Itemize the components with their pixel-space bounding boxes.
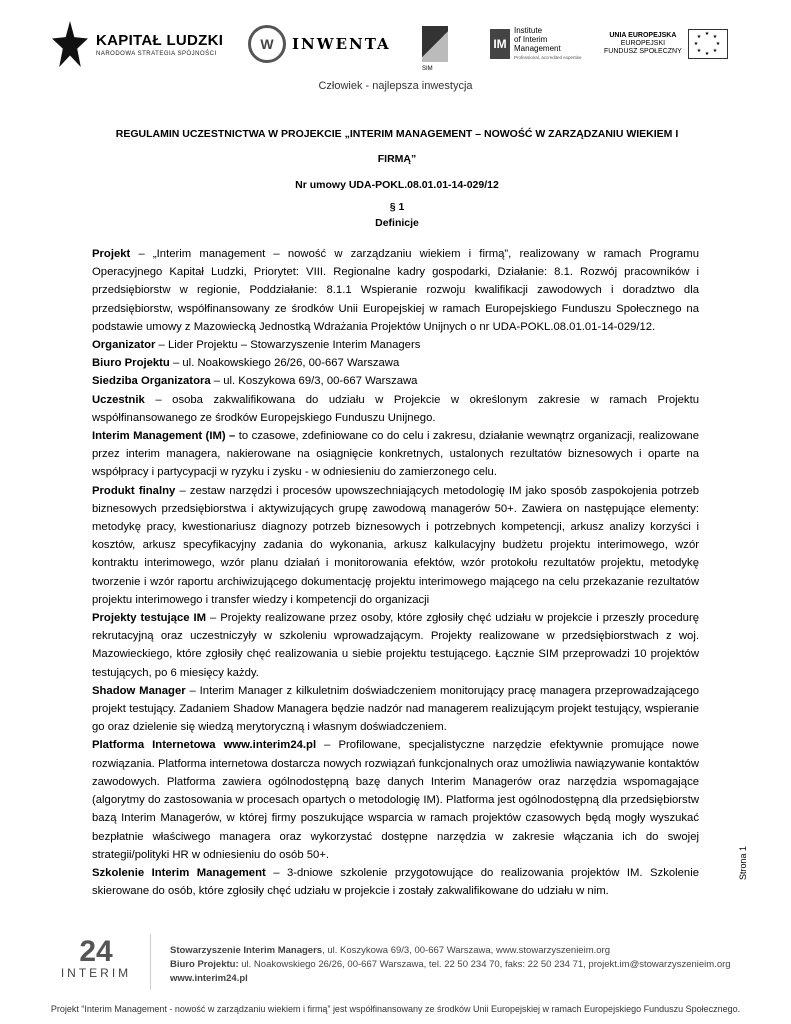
definition-text: – Lider Projektu – Stowarzyszenie Interim Managers <box>155 339 421 352</box>
footer-divider <box>150 934 151 990</box>
footer-info <box>170 944 731 986</box>
iim-line3: Management <box>514 44 561 53</box>
definition-item <box>92 391 699 427</box>
definition-term: Szkolenie Interim Management <box>92 866 266 879</box>
footer-office-label: Biuro Projektu: <box>170 959 239 970</box>
definition-text: – ul. Koszykowa 69/3, 00-667 Warszawa <box>210 375 418 388</box>
definition-term: Siedziba Organizatora <box>92 375 211 388</box>
definition-text: – Interim Manager z kilkuletnim doświadczeniem monitorujący pracę managera przeprowadzającego projekt testujący. Zadaniem Shadow Managera będzie nadzór nad managerem realizującym projekt testujący, wspieranie go oraz dzielenie się wiedzą merytoryczną i własnym doświadczeniem. <box>92 684 700 734</box>
definition-item <box>92 372 699 390</box>
section-title: Definicje <box>375 217 419 229</box>
iim-line1: Institute <box>514 26 543 35</box>
definition-text: – „Interim management – nowość w zarządzaniu wiekiem i firmą”, realizowany w ramach Programu Operacyjnego Kapitał Ludzki, Priorytet: VIII. Regionalne kadry gospodarki, Działanie: 8.1. Rozwój pracowników i przedsiębiorstw w regionie, Poddziałanie: 8.1.1 Wspieranie rozwoju kwalifikacji zawodowych i doradztwo dla przedsiębiorstw, współfinansowany ze środków Unii Europejskiej w ramach Europejskiego Funduszu Społecznego na podstawie umowy z Mazowiecką Jednostką Wdrażania Projektów Unijnych o nr UDA-POKL.08.01.01-14-029/12. <box>92 248 699 333</box>
definition-term: Interim Management (IM) – <box>92 430 236 443</box>
definition-term: Biuro Projektu <box>92 357 170 370</box>
eu-flag-icon: ★ ★ ★ ★ ★ ★ ★ ★ <box>688 29 728 59</box>
definition-term: Uczestnik <box>92 393 145 406</box>
page-number-label: Strona 1 <box>738 845 748 880</box>
sim-icon <box>422 26 448 72</box>
inwenta-circle-icon: W <box>248 25 286 63</box>
definition-text: – 3-dniowe szkolenie przygotowujące do realizowania projektów IM. Szkolenie skierowane do osób, które zgłosiły chęć udziału w projekcie i zostały zakwalifikowane do udziału w nim. <box>92 866 699 898</box>
kapital-title: KAPITAŁ LUDZKI <box>96 31 224 49</box>
definition-term: Projekty testujące IM <box>92 612 207 625</box>
kapital-ludzki-logo <box>52 18 223 70</box>
definition-item <box>92 354 699 372</box>
definition-term: Projekt <box>92 248 131 260</box>
iim-icon: IM <box>490 29 510 59</box>
doc-title-line2: FIRMĄ” <box>377 153 417 165</box>
ue-line1: UNIA EUROPEJSKA <box>609 32 677 39</box>
kapital-subtitle: NARODOWA STRATEGIA SPÓJNOŚCI <box>96 50 217 57</box>
definition-item <box>92 682 699 737</box>
inwenta-logo <box>248 18 391 70</box>
contract-number: Nr umowy UDA-POKL.08.01.01-14-029/12 <box>295 179 499 191</box>
definitions-list <box>92 245 699 900</box>
definition-term: Produkt finalny <box>92 484 176 497</box>
logo-number: 24 <box>79 935 113 968</box>
doc-title-line1: REGULAMIN UCZESTNICTWA W PROJEKCIE „INTERIM MANAGEMENT – NOWOŚĆ W ZARZĄDZANIU WIEKIEM I <box>115 128 679 140</box>
logo-text: INTERIM <box>60 966 132 980</box>
star-icon <box>52 21 88 67</box>
definition-item <box>92 336 699 354</box>
footer-org-name: Stowarzyszenie Interim Managers <box>170 945 323 956</box>
iim-logo <box>490 18 582 70</box>
definition-item <box>92 864 699 900</box>
definition-text: – Profilowane, specjalistyczne narzędzie efektywnie promujące nowe rozwiązania. Platforma internetowa dostarcza nowych rozwiązań funkcjonalnych oraz umożliwia nawiązywanie kontaktów zawodowych. Platforma zawiera ogólnodostępną bazę danych Interim Managerów oraz narzędzia wspomagające (algorytmy do zastosowania w procesach opartych o metodologię IM). Platforma jest ogólnodostępną dla przedsiębiorstw bazą Interim Managerów, w której firmy poszukujące wsparcia w ramach projektów czasowych będą mogły wyszukać bezpłatnie właściwego managera oraz wykorzystać dostępne narzędzia w zakresie włączania ich do swojej strategii/polityki HR w odniesieniu do osób 50+. <box>92 739 699 861</box>
definition-item <box>92 736 699 863</box>
definition-text: – ul. Noakowskiego 26/26, 00-667 Warszawa <box>169 357 400 370</box>
ue-line3: FUNDUSZ SPOŁECZNY <box>604 48 682 55</box>
header-logos <box>52 18 742 70</box>
eu-logo <box>604 18 728 70</box>
section-number: § 1 <box>389 201 405 213</box>
sim-logo <box>422 18 448 70</box>
definition-item <box>92 427 699 482</box>
definition-term: Organizator <box>92 339 156 352</box>
iim-line2: of Interim <box>514 35 548 44</box>
definition-term: Platforma Internetowa www.interim24.pl <box>92 739 317 752</box>
definition-item <box>92 609 699 682</box>
ue-line2: EUROPEJSKI <box>620 40 666 47</box>
sim-label: SIM <box>422 66 433 72</box>
slogan: Człowiek - najlepsza inwestycja <box>318 80 473 92</box>
iim-sub: Professional, accredited expertise <box>514 55 582 60</box>
inwenta-text: INWENTA <box>292 35 391 53</box>
footer-org-address: , ul. Koszykowa 69/3, 00-667 Warszawa, www.stowarzyszenieim.org <box>322 945 610 956</box>
footer-website-link[interactable]: www.interim24.pl <box>170 973 248 984</box>
definition-text: to czasowe, zdefiniowane co do celu i zakresu, działanie wewnątrz organizacji, realizowane przez interim managera, nakierowane na osiągnięcie konkretnych, ustalonych rezultatów biznesowych i oparte na współpracy i partycypacji w ryzyku i zysku - w odniesieniu do zamierzonego celu. <box>92 430 699 479</box>
footer-office-address: ul. Noakowskiego 26/26, 00-667 Warszawa, tel. 22 50 234 70, faks: 22 50 234 71, projekt.im@stowarzyszenieim.org <box>238 959 731 970</box>
definition-item <box>92 245 699 336</box>
definition-text: – osoba zakwalifikowana do udziału w Projekcie w określonym zakresie w ramach Projektu współfinansowanego ze środków Europejskiego Funduszu Unijnego. <box>92 393 699 424</box>
funding-note: Projekt “Interim Management - nowość w zarządzaniu wiekiem i firmą” jest współfinansowany ze środków Unii Europejskiej w ramach Europejskiego Funduszu Społecznego. <box>50 1004 741 1014</box>
definition-term: Shadow Manager <box>92 684 186 697</box>
interim24-logo <box>52 935 140 980</box>
definition-text: – zestaw narzędzi i procesów upowszechniających metodologię IM jako sposób zaspokojenia potrzeb biznesowych przedsiębiorstwa i aktywizujących grupę zawodową managerów 50+. Zawiera on następujące elementy: metodykę pracy, kwestionariusz diagnozy potrzeb biznesowych i potrzebnych kompetencji, arkusz analizy korzyści i kosztów, arkusz specyfikacyjny zadania do wykonania, arkusz kalkulacyjny budżetu projektu interimowego, wzór kontraktu interimowego, wzór planu działań i monitorowania efektów, wzór protokołu rezultatów projektu, metodykę tworzenie i wzór raportu archiwizującego dokumentację projektu interimowego mającego na celu przekazanie rezultatów projektu interimowego i transfer wiedzy i kompetencji do organizacji <box>92 484 699 606</box>
definition-text: – Projekty realizowane przez osoby, które zgłosiły chęć udziału w projekcie i przeszły procedurę rekrutacyjną oraz uczestniczyły w szkoleniu wprowadzającym. Projekty realizowane w przedsiębiorstwach z woj. Mazowieckiego, które zgłosiły chęć realizowania u siebie projektu testującego. Łącznie SIM przeprowadzi 10 projektów testujących, po 6 miesięcy każdy. <box>92 612 699 679</box>
definition-item <box>92 482 699 609</box>
